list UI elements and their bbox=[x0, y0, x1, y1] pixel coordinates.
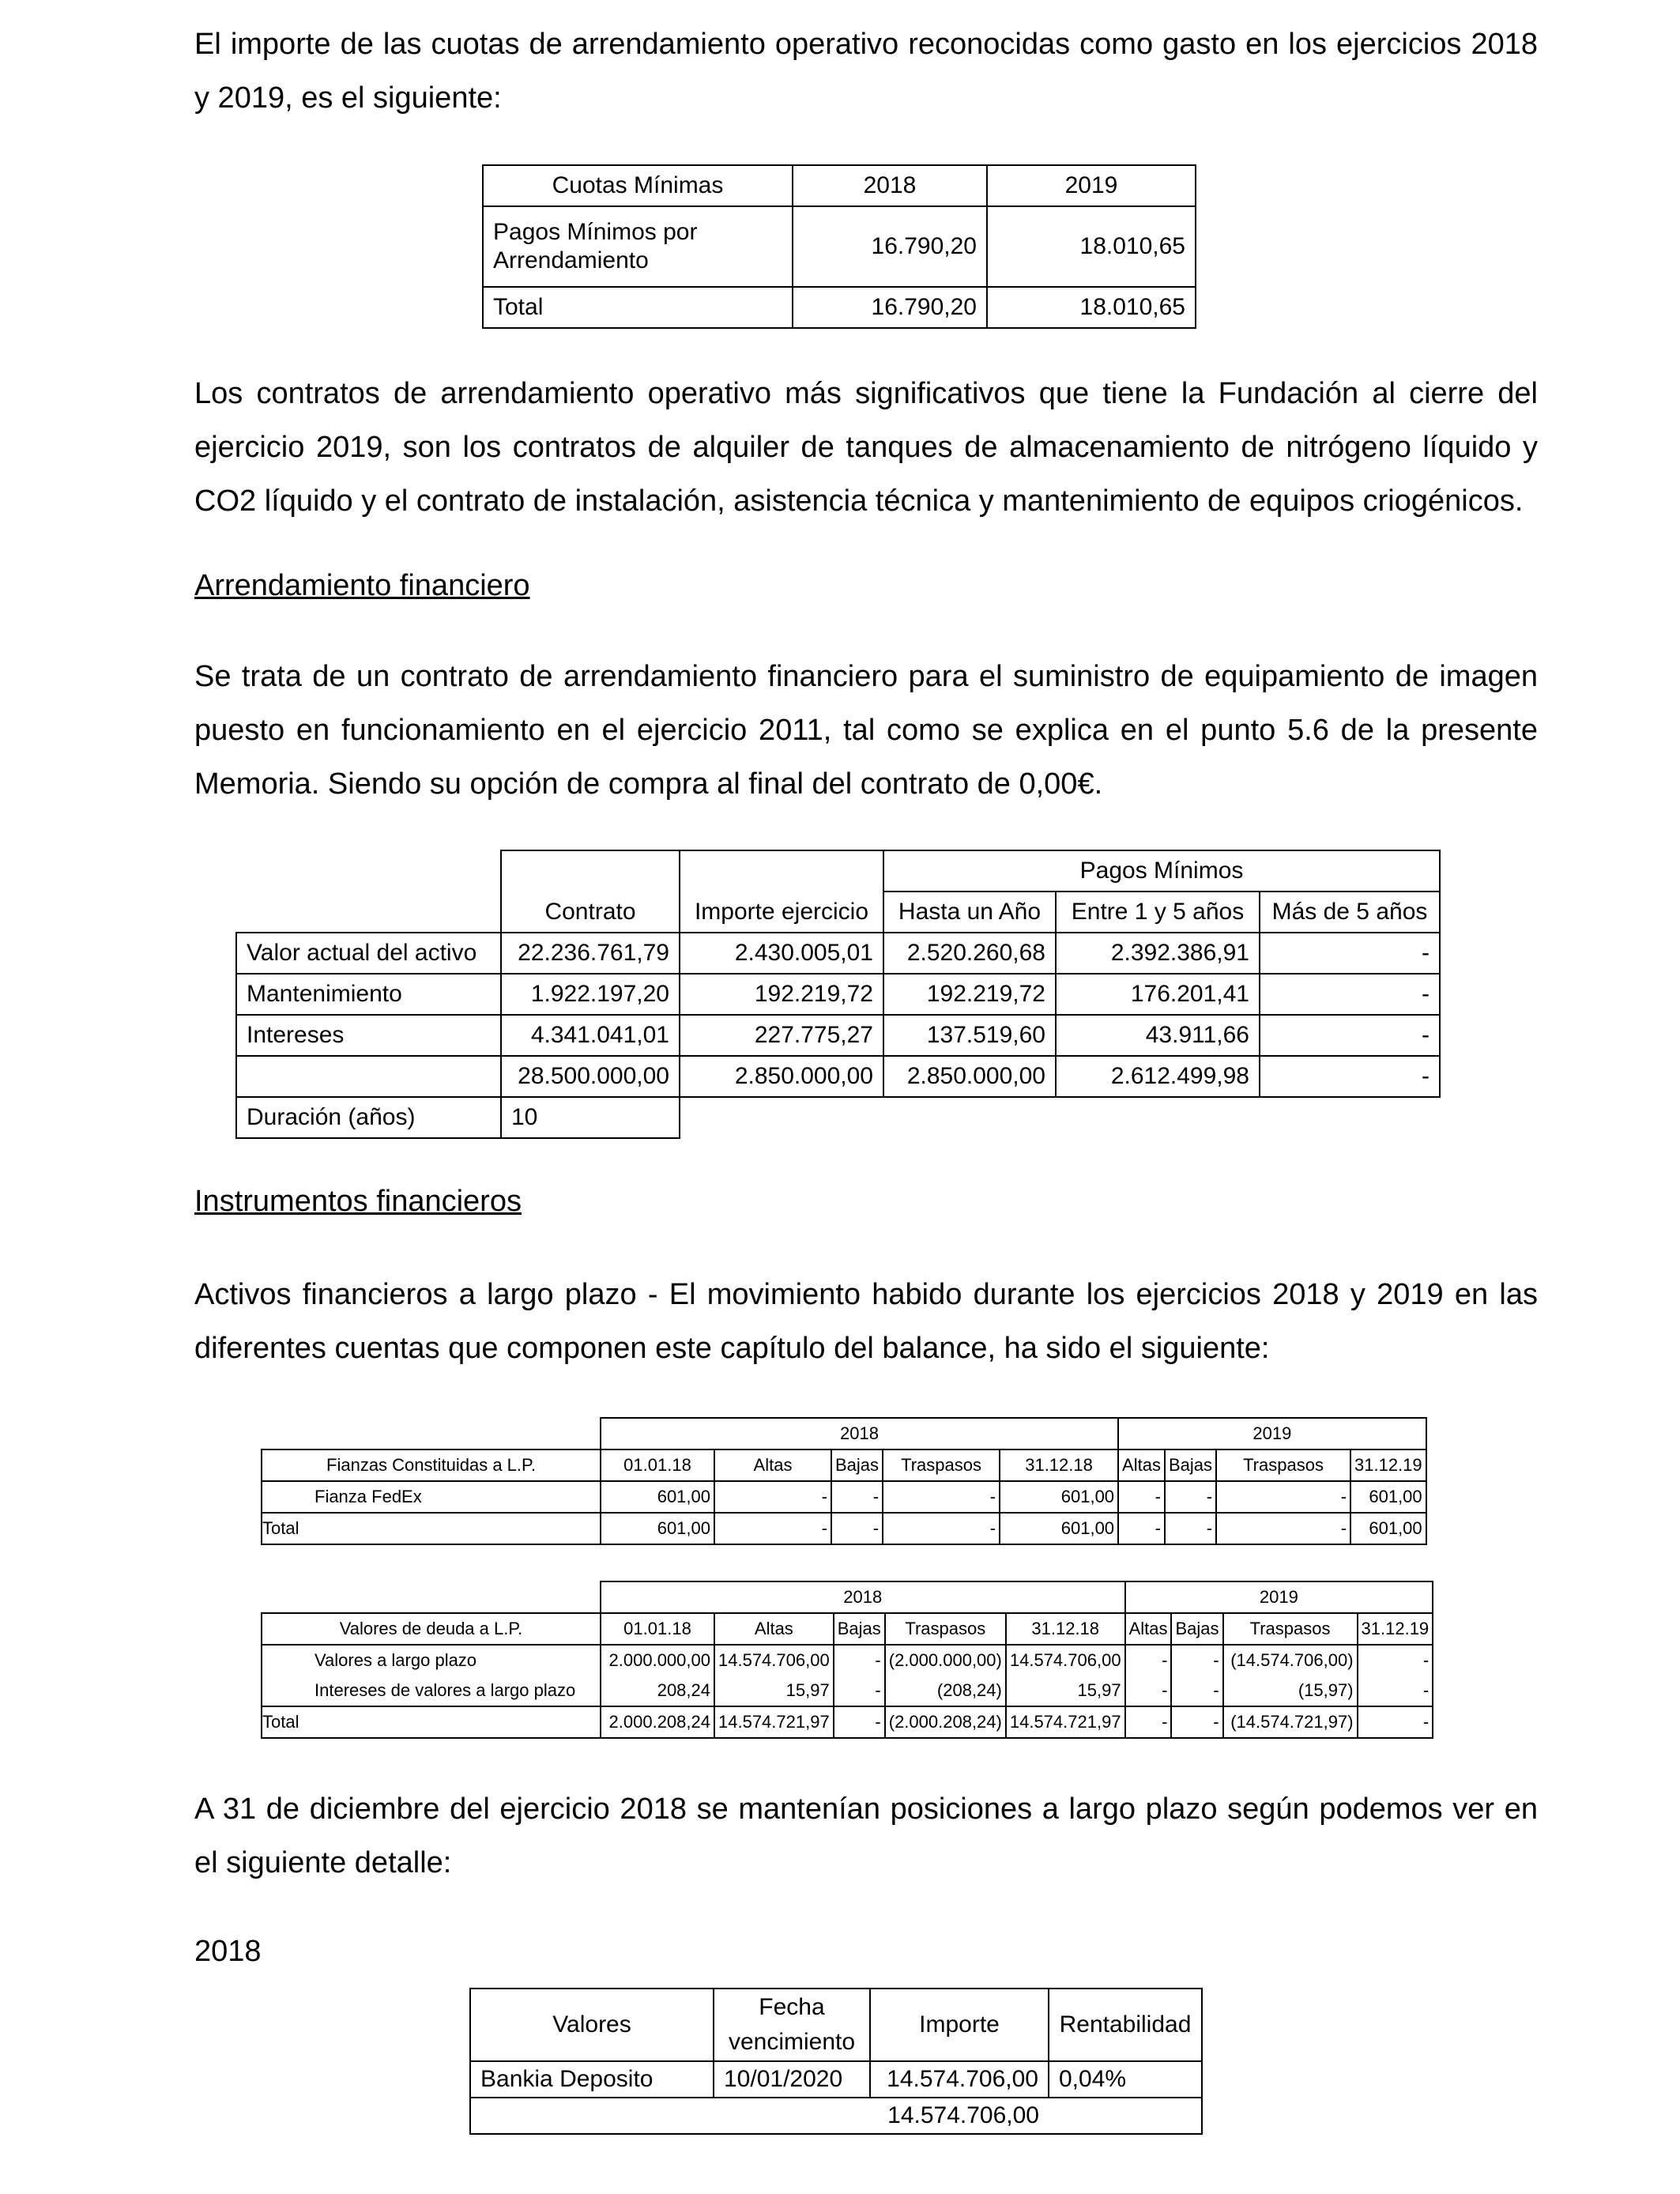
table2-cell: 192.219,72 bbox=[883, 974, 1056, 1015]
table2-header-contrato: Contrato bbox=[501, 892, 680, 933]
table4-cell: - bbox=[1125, 1645, 1172, 1676]
table4-header: Valores de deuda a L.P. bbox=[262, 1613, 601, 1645]
table3-header: Bajas bbox=[1165, 1449, 1216, 1481]
table3-cell: - bbox=[1118, 1481, 1165, 1513]
table4-cell: - bbox=[1358, 1676, 1433, 1706]
table4-cell: 2.000.000,00 bbox=[601, 1645, 714, 1676]
table5-cell-importe: 14.574.706,00 bbox=[870, 2061, 1049, 2098]
table4-cell: - bbox=[834, 1706, 885, 1738]
paragraph-positions-2018: A 31 de diciembre del ejercicio 2018 se mantenían posiciones a largo plazo según podemos ver en el siguiente detalle: bbox=[194, 1793, 1538, 1879]
table4-cell: 14.574.706,00 bbox=[1006, 1645, 1125, 1676]
paragraph-financial-lease: Se trata de un contrato de arrendamiento financiero para el suministro de equipamiento de imagen puesto en funcionamiento en el ejercicio 2011, tal como se explica en el punto 5.6 de la presente Memoria. Siendo su opción de compra al final del contrato de 0,00€. bbox=[194, 660, 1538, 801]
table4-cell: - bbox=[1171, 1645, 1222, 1676]
table4-cell: 15,97 bbox=[1006, 1676, 1125, 1706]
table2-header-mas: Más de 5 años bbox=[1260, 892, 1440, 933]
table3-cell: - bbox=[1165, 1513, 1216, 1544]
table-financial-lease bbox=[235, 850, 1441, 1139]
table2-cell: 2.392.386,91 bbox=[1056, 933, 1260, 974]
table3-header: 01.01.18 bbox=[601, 1449, 714, 1481]
table-row bbox=[236, 1015, 1440, 1056]
table-minimum-lease-payments bbox=[482, 164, 1196, 329]
table2-cell: 1.922.197,20 bbox=[501, 974, 680, 1015]
table2-cell: - bbox=[1260, 1056, 1440, 1097]
table2-cell-label: Intereses bbox=[236, 1015, 501, 1056]
table1-row-label bbox=[483, 206, 793, 287]
table5-header-rentabilidad: Rentabilidad bbox=[1049, 1989, 1202, 2061]
table3-cell: 601,00 bbox=[1350, 1513, 1426, 1544]
table4-cell: (208,24) bbox=[885, 1676, 1006, 1706]
table4-header: Traspasos bbox=[1223, 1613, 1358, 1645]
table5-cell-valores: Bankia Deposito bbox=[470, 2061, 714, 2098]
table2-cell: - bbox=[1260, 933, 1440, 974]
table2-cell: - bbox=[1260, 1015, 1440, 1056]
table1-row-label-line2: Arrendamiento bbox=[493, 247, 649, 273]
table4-header: Altas bbox=[1125, 1613, 1172, 1645]
table2-header-hasta: Hasta un Año bbox=[883, 892, 1056, 933]
table2-cell: 2.850.000,00 bbox=[883, 1056, 1056, 1097]
table2-cell-label: Valor actual del activo bbox=[236, 933, 501, 974]
table1-row-2018: 16.790,20 bbox=[793, 206, 987, 287]
table2-cell-label bbox=[236, 1056, 501, 1097]
table-row bbox=[470, 2061, 1202, 2098]
table3-cell: - bbox=[714, 1481, 831, 1513]
table3-header: Altas bbox=[714, 1449, 831, 1481]
table2-cell: 176.201,41 bbox=[1056, 974, 1260, 1015]
year-label: 2018 bbox=[194, 1935, 262, 1968]
table1-header-2018: 2018 bbox=[793, 165, 987, 206]
table2-cell: 2.612.499,98 bbox=[1056, 1056, 1260, 1097]
table4-cell: 14.574.721,97 bbox=[714, 1706, 834, 1738]
table2-cell: 137.519,60 bbox=[883, 1015, 1056, 1056]
table4-cell: (2.000.000,00) bbox=[885, 1645, 1006, 1676]
table3-cell: - bbox=[1165, 1481, 1216, 1513]
table-row-total bbox=[470, 2098, 1202, 2134]
table4-header: Bajas bbox=[834, 1613, 885, 1645]
table3-cell: 601,00 bbox=[601, 1481, 714, 1513]
table3-header: 31.12.18 bbox=[1000, 1449, 1118, 1481]
table5-header-fecha bbox=[714, 1989, 870, 2061]
table-row-total bbox=[262, 1513, 1426, 1544]
table4-cell: - bbox=[1171, 1676, 1222, 1706]
table4-header: Altas bbox=[714, 1613, 834, 1645]
table-row bbox=[262, 1676, 1433, 1706]
table3-year2: 2019 bbox=[1118, 1418, 1426, 1449]
table4-header: 01.01.18 bbox=[601, 1613, 714, 1645]
table2-cell: 22.236.761,79 bbox=[501, 933, 680, 974]
table1-total-2018: 16.790,20 bbox=[793, 287, 987, 328]
table5-header-fecha-line2: vencimiento bbox=[728, 2029, 856, 2055]
table2-cell: 2.430.005,01 bbox=[680, 933, 883, 974]
paragraph-long-term-assets: Activos financieros a largo plazo - El movimiento habido durante los ejercicios 2018 y 2019 en las diferentes cuentas que componen este capítulo del balance, ha sido el siguiente: bbox=[194, 1278, 1538, 1365]
table2-header-entre: Entre 1 y 5 años bbox=[1056, 892, 1260, 933]
paragraph-operating-lease-intro: El importe de las cuotas de arrendamiento operativo reconocidas como gasto en los ejercicios 2018 y 2019, es el siguiente: bbox=[194, 28, 1538, 115]
table3-cell: - bbox=[831, 1513, 883, 1544]
table4-year1: 2018 bbox=[601, 1581, 1125, 1613]
table5-cell-rentabilidad: 0,04% bbox=[1049, 2061, 1202, 2098]
table5-header-fecha-line1: Fecha bbox=[759, 1994, 825, 2020]
table3-cell: - bbox=[883, 1513, 1000, 1544]
table4-cell: 2.000.208,24 bbox=[601, 1706, 714, 1738]
table3-header: Altas bbox=[1118, 1449, 1165, 1481]
table4-cell: - bbox=[834, 1676, 885, 1706]
table-deposits-movement bbox=[261, 1417, 1427, 1545]
table3-cell: - bbox=[1118, 1513, 1165, 1544]
table4-cell: (14.574.721,97) bbox=[1223, 1706, 1358, 1738]
table3-header: Traspasos bbox=[883, 1449, 1000, 1481]
table3-cell: - bbox=[1216, 1513, 1350, 1544]
table2-cell: 2.520.260,68 bbox=[883, 933, 1056, 974]
table2-cell-label: Mantenimiento bbox=[236, 974, 501, 1015]
table3-header: Bajas bbox=[831, 1449, 883, 1481]
table3-header: Fianzas Constituidas a L.P. bbox=[262, 1449, 601, 1481]
table3-cell: - bbox=[714, 1513, 831, 1544]
table2-cell: 2.850.000,00 bbox=[680, 1056, 883, 1097]
heading-financial-lease: Arrendamiento financiero bbox=[194, 569, 530, 602]
table4-cell: 15,97 bbox=[714, 1676, 834, 1706]
table3-cell: 601,00 bbox=[1350, 1481, 1426, 1513]
table1-header-2019: 2019 bbox=[987, 165, 1196, 206]
table4-cell: - bbox=[1125, 1676, 1172, 1706]
table4-cell-label: Valores a largo plazo bbox=[262, 1645, 601, 1676]
table3-cell: - bbox=[831, 1481, 883, 1513]
table4-cell: (14.574.706,00) bbox=[1223, 1645, 1358, 1676]
table2-group-header: Pagos Mínimos bbox=[883, 850, 1440, 892]
table2-header-importe: Importe ejercicio bbox=[680, 892, 883, 933]
table2-cell: 227.775,27 bbox=[680, 1015, 883, 1056]
paragraph-significant-contracts: Los contratos de arrendamiento operativo más significativos que tiene la Fundación al cierre del ejercicio 2019, son los contratos de alquiler de tanques de almacenamiento de nitrógeno líquido y CO2 líquido y el contrato de instalación, asistencia técnica y mantenimiento de equipos criogénicos. bbox=[194, 377, 1538, 518]
table3-cell: - bbox=[1216, 1481, 1350, 1513]
table3-year1: 2018 bbox=[601, 1418, 1118, 1449]
table3-cell-label: Total bbox=[262, 1513, 601, 1544]
table4-cell: - bbox=[1125, 1706, 1172, 1738]
table4-cell: - bbox=[1171, 1706, 1222, 1738]
table-row bbox=[262, 1481, 1426, 1513]
table-debt-securities-movement bbox=[261, 1581, 1433, 1739]
table1-total-2019: 18.010,65 bbox=[987, 287, 1196, 328]
table4-cell: 14.574.721,97 bbox=[1006, 1706, 1125, 1738]
table3-header: 31.12.19 bbox=[1350, 1449, 1426, 1481]
table-row bbox=[262, 1645, 1433, 1676]
table2-duration-label: Duración (años) bbox=[236, 1097, 501, 1138]
table2-cell: 192.219,72 bbox=[680, 974, 883, 1015]
table3-cell-label: Fianza FedEx bbox=[262, 1481, 601, 1513]
table-row bbox=[236, 933, 1440, 974]
table-positions-detail bbox=[469, 1988, 1203, 2135]
table4-cell-label: Total bbox=[262, 1706, 601, 1738]
table4-cell: - bbox=[834, 1645, 885, 1676]
table4-header: 31.12.19 bbox=[1358, 1613, 1433, 1645]
table5-cell-fecha: 10/01/2020 bbox=[714, 2061, 870, 2098]
table3-header: Traspasos bbox=[1216, 1449, 1350, 1481]
table2-cell: 28.500.000,00 bbox=[501, 1056, 680, 1097]
table1-header-concept: Cuotas Mínimas bbox=[483, 165, 793, 206]
table-row bbox=[236, 974, 1440, 1015]
table4-cell: - bbox=[1358, 1645, 1433, 1676]
table4-header: Traspasos bbox=[885, 1613, 1006, 1645]
table4-cell: 14.574.706,00 bbox=[714, 1645, 834, 1676]
table4-cell: - bbox=[1358, 1706, 1433, 1738]
table-row-total bbox=[262, 1706, 1433, 1738]
table2-cell: 43.911,66 bbox=[1056, 1015, 1260, 1056]
table4-cell: (15,97) bbox=[1223, 1676, 1358, 1706]
table5-total: 14.574.706,00 bbox=[870, 2098, 1049, 2134]
table4-cell: (2.000.208,24) bbox=[885, 1706, 1006, 1738]
table5-header-importe: Importe bbox=[870, 1989, 1049, 2061]
table1-total-label: Total bbox=[483, 287, 793, 328]
heading-financial-instruments: Instrumentos financieros bbox=[194, 1185, 522, 1218]
table3-cell: 601,00 bbox=[601, 1513, 714, 1544]
table4-cell: 208,24 bbox=[601, 1676, 714, 1706]
table2-cell: 4.341.041,01 bbox=[501, 1015, 680, 1056]
table3-cell: 601,00 bbox=[1000, 1513, 1118, 1544]
table2-cell: - bbox=[1260, 974, 1440, 1015]
table5-header-valores: Valores bbox=[470, 1989, 714, 2061]
table1-row-2019: 18.010,65 bbox=[987, 206, 1196, 287]
table2-duration-value: 10 bbox=[501, 1097, 680, 1138]
table1-row-label-line1: Pagos Mínimos por bbox=[493, 219, 698, 245]
table4-header: 31.12.18 bbox=[1006, 1613, 1125, 1645]
table4-cell-label: Intereses de valores a largo plazo bbox=[262, 1676, 601, 1706]
table-row-total bbox=[236, 1056, 1440, 1097]
table4-year2: 2019 bbox=[1125, 1581, 1433, 1613]
table3-cell: - bbox=[883, 1481, 1000, 1513]
table3-cell: 601,00 bbox=[1000, 1481, 1118, 1513]
table4-header: Bajas bbox=[1171, 1613, 1222, 1645]
